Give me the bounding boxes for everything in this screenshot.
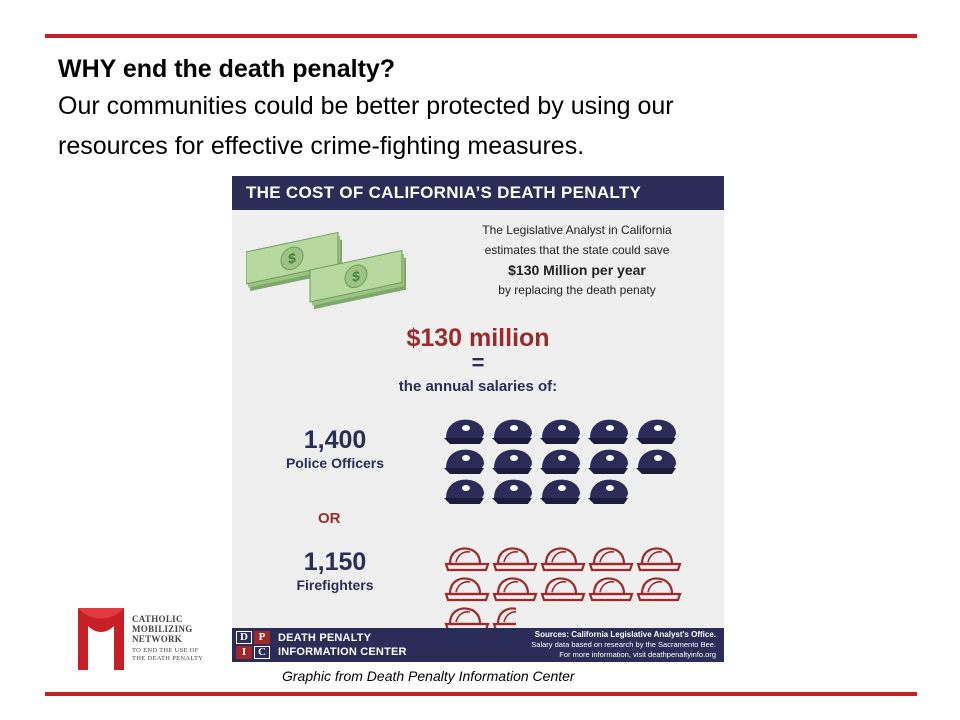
firefighter-helmet-icon — [542, 579, 584, 600]
police-cap-icon — [492, 420, 532, 444]
dpic-logo-letter-d: D — [236, 631, 252, 644]
top-red-rule — [45, 34, 917, 38]
slide-title: WHY end the death penalty? — [58, 55, 396, 83]
police-cap-icon — [540, 480, 580, 504]
intro-line-2: estimates that the state could save — [484, 243, 670, 257]
infographic-header: THE COST OF CALIFORNIA’S DEATH PENALTY — [232, 176, 724, 210]
slide-heading — [58, 52, 918, 166]
cmn-line1: CATHOLIC — [132, 614, 183, 624]
graphic-caption: Graphic from Death Penalty Information Center — [282, 668, 575, 684]
firefighter-helmet-icon — [590, 579, 632, 600]
cmn-name — [132, 614, 232, 663]
big-amount: $130 million — [406, 324, 550, 352]
dpic-logo-letter-i: I — [236, 646, 252, 659]
police-cap-icon — [588, 480, 628, 504]
firefighter-helmet-icon — [494, 549, 536, 570]
slide-subtitle-line1: Our communities could be better protected by using our — [58, 92, 674, 120]
dpic-org-name — [278, 631, 407, 659]
police-cap-icon — [588, 450, 628, 474]
dpic-logo-letter-p: P — [254, 631, 270, 644]
dollar-bill-icon — [246, 222, 436, 312]
intro-line-3: $130 Million per year — [508, 262, 646, 278]
dpic-org-line2: INFORMATION CENTER — [278, 646, 407, 658]
firefighter-helmet-icon — [446, 609, 488, 630]
police-cap-icon — [444, 480, 484, 504]
catholic-mobilizing-network-logo — [76, 604, 226, 676]
sources-line1: Sources: California Legislative Analyst's Office. — [534, 630, 716, 639]
police-cap-icon — [444, 420, 484, 444]
firefighter-helmet-icon — [542, 549, 584, 570]
police-cap-icon — [540, 420, 580, 444]
firefighter-helmet-icon — [446, 579, 488, 600]
sources-note — [486, 630, 716, 660]
infographic-footer — [232, 628, 724, 662]
sources-line3: For more information, visit deathpenaltyinfo.org — [559, 650, 716, 659]
intro-line-4: by replacing the death penaty — [498, 283, 656, 297]
dpic-logo — [236, 631, 272, 659]
police-count: 1,400 — [303, 426, 367, 454]
dpic-logo-letter-c: C — [254, 646, 270, 659]
police-label: Police Officers — [285, 455, 385, 471]
dpic-org-line1: DEATH PENALTY — [278, 632, 372, 644]
cmn-tag1: TO END THE USE OF — [132, 647, 199, 654]
death-penalty-cost-infographic — [232, 176, 724, 662]
salaries-label: the annual salaries of: — [398, 378, 558, 395]
firefighter-label: Firefighters — [296, 577, 374, 593]
police-cap-grid — [444, 416, 684, 506]
cmn-line2: MOBILIZING — [132, 624, 193, 634]
police-cap-icon — [636, 420, 676, 444]
cmn-tag2: THE DEATH PENALTY — [132, 655, 204, 662]
firefighter-helmet-icon — [494, 579, 536, 600]
firefighter-helmet-icon — [590, 549, 632, 570]
police-count-block — [250, 426, 420, 472]
intro-line-1: The Legislative Analyst in California — [482, 223, 672, 237]
slide-subtitle-line2: resources for effective crime-fighting measures. — [58, 132, 585, 160]
cmn-tagline — [132, 647, 232, 663]
firefighter-helmet-icon — [494, 609, 536, 630]
firefighter-count: 1,150 — [303, 548, 367, 576]
police-cap-icon — [492, 480, 532, 504]
cross-icon — [76, 604, 126, 672]
firefighter-helmet-grid — [444, 544, 684, 634]
police-cap-icon — [636, 450, 676, 474]
firefighter-helmet-icon — [446, 549, 488, 570]
police-cap-icon — [492, 450, 532, 474]
police-cap-icon — [588, 420, 628, 444]
firefighter-count-block — [250, 548, 420, 594]
svg-text:$: $ — [352, 267, 360, 286]
or-label: OR — [318, 510, 341, 527]
sources-line2: Salary data based on research by the Sacramento Bee. — [531, 640, 716, 649]
equals-sign: = — [471, 350, 485, 375]
firefighter-helmet-icon — [638, 549, 680, 570]
svg-text:$: $ — [288, 249, 296, 268]
police-cap-icon — [444, 450, 484, 474]
intro-text — [437, 220, 717, 300]
police-cap-icon — [540, 450, 580, 474]
bottom-red-rule — [45, 692, 917, 696]
firefighter-helmet-icon — [638, 579, 680, 600]
cmn-line3: NETWORK — [132, 634, 183, 644]
